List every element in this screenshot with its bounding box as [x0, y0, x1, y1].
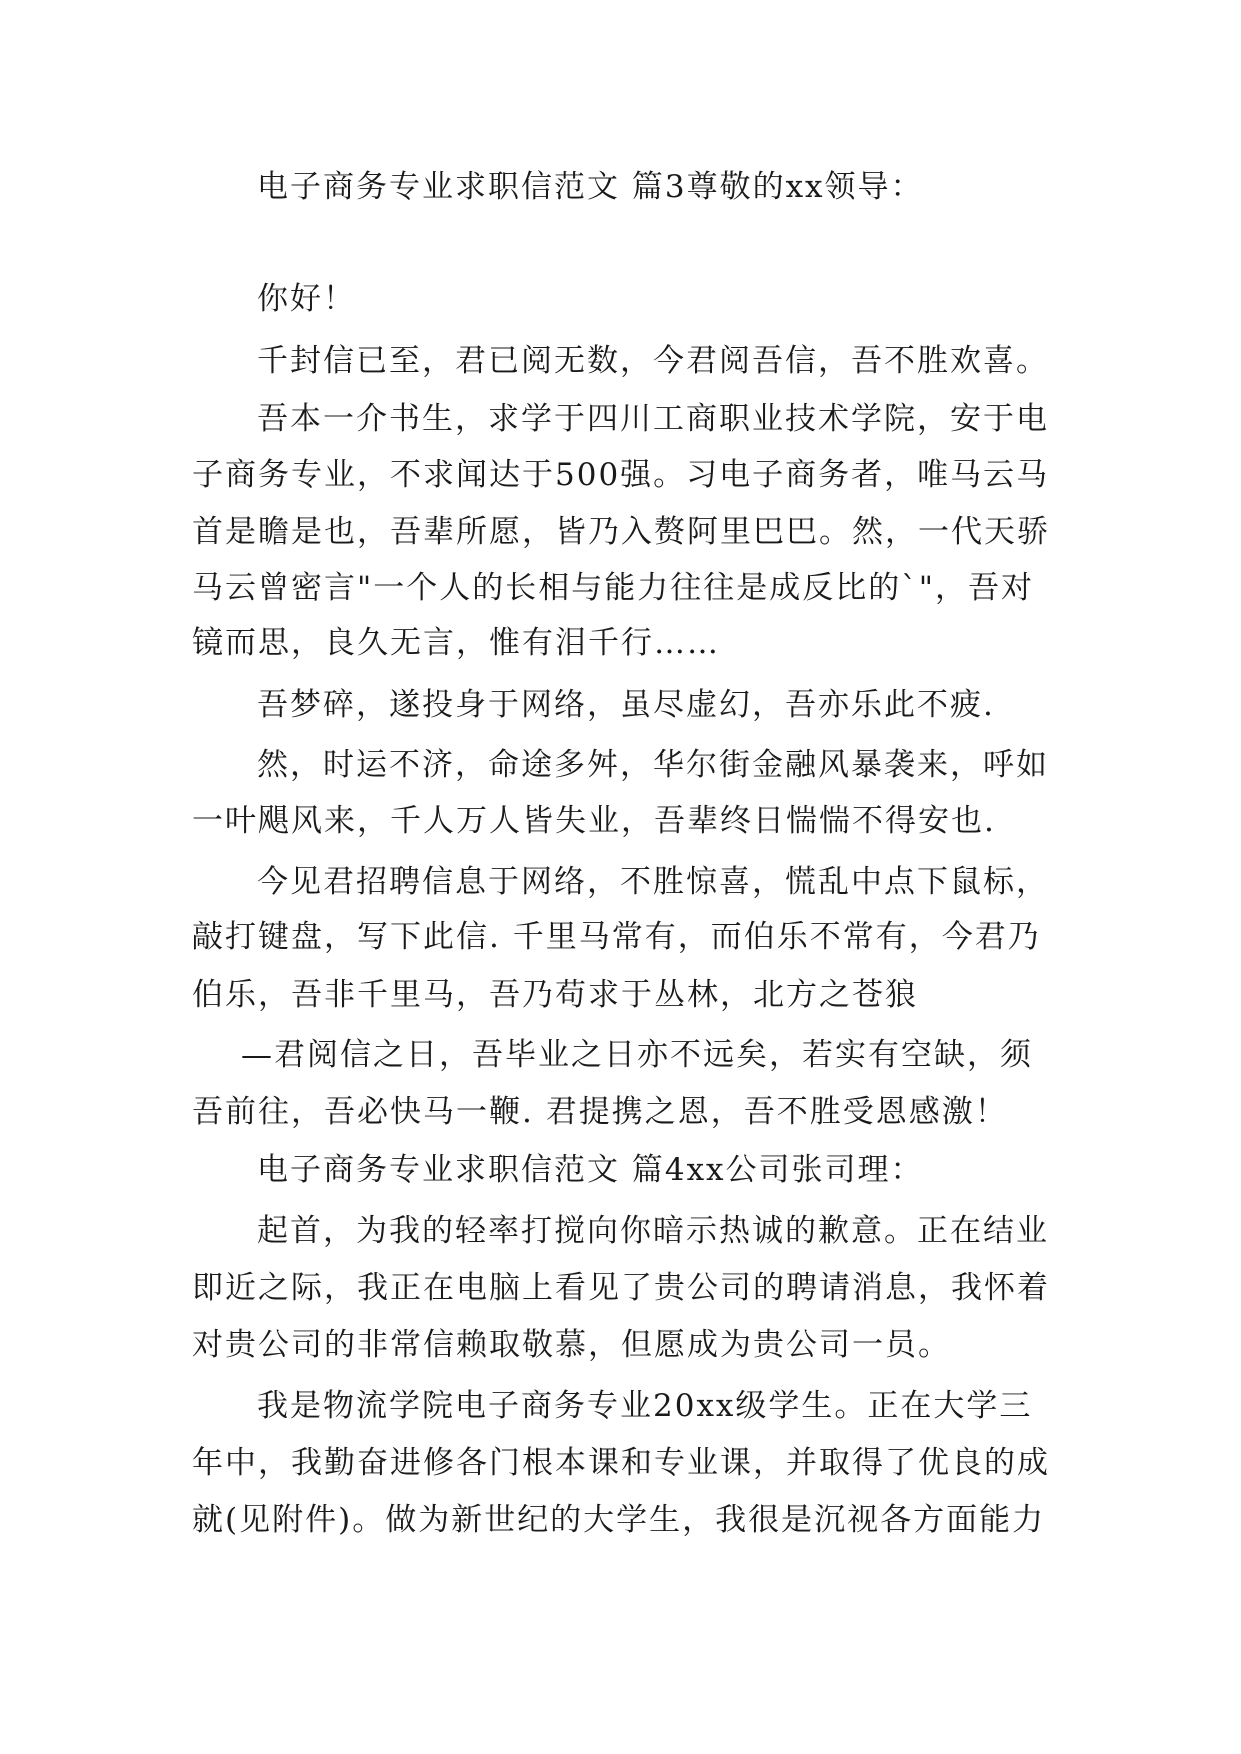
paragraph-line: —君阅信之日，吾毕业之日亦不远矣，若实有空缺，须 — [241, 1037, 1033, 1073]
paragraph-line: 镜而思，良久无言，惟有泪千行…… — [192, 625, 720, 661]
paragraph-line: 吾梦碎，遂投身于网络，虽尽虚幻，吾亦乐此不疲. — [257, 687, 995, 723]
paragraph-line: 一叶飓风来，千人万人皆失业，吾辈终日惴惴不得安也. — [192, 803, 996, 839]
heading-letter-3: 电子商务专业求职信范文 篇3尊敬的xx领导： — [257, 169, 924, 205]
paragraph-line: 吾本一介书生，求学于四川工商职业技术学院，安于电 — [257, 401, 1049, 437]
paragraph-line: 吾前往，吾必快马一鞭. 君提携之恩，吾不胜受恩感激！ — [192, 1094, 1008, 1130]
paragraph-line: 首是瞻是也，吾辈所愿，皆乃入赘阿里巴巴。然，一代天骄 — [192, 514, 1050, 550]
paragraph-line: 对贵公司的非常信赖取敬慕，但愿成为贵公司一员。 — [192, 1327, 951, 1363]
paragraph-line: 我是物流学院电子商务专业20xx级学生。正在大学三 — [257, 1388, 1033, 1424]
paragraph-line: 起首，为我的轻率打搅向你暗示热诚的歉意。正在结业 — [257, 1213, 1049, 1249]
paragraph-line: 马云曾密言"一个人的长相与能力往往是成反比的`"，吾对 — [192, 570, 1035, 606]
paragraph-line: 今见君招聘信息于网络，不胜惊喜，慌乱中点下鼠标， — [257, 864, 1049, 900]
heading-letter-4: 电子商务专业求职信范文 篇4xx公司张司理： — [257, 1152, 924, 1188]
paragraph-line: 就(见附件)。做为新世纪的大学生，我很是沉视各方面能力 — [192, 1502, 1046, 1538]
paragraph-line: 千封信已至，君已阅无数，今君阅吾信，吾不胜欢喜。 — [257, 343, 1049, 379]
paragraph-line: 然，时运不济，命途多舛，华尔街金融风暴袭来，呼如 — [257, 747, 1049, 783]
paragraph-line: 即近之际，我正在电脑上看见了贵公司的聘请消息，我怀着 — [192, 1270, 1050, 1306]
greeting-line: 你好！ — [257, 281, 356, 317]
paragraph-line: 子商务专业，不求闻达于500强。习电子商务者，唯马云马 — [192, 457, 1050, 493]
paragraph-line: 伯乐，吾非千里马，吾乃苟求于丛林，北方之苍狼 — [192, 977, 918, 1013]
paragraph-line: 年中，我勤奋进修各门根本课和专业课，并取得了优良的成 — [192, 1445, 1050, 1481]
paragraph-line: 敲打键盘，写下此信. 千里马常有，而伯乐不常有，今君乃 — [192, 919, 1041, 955]
